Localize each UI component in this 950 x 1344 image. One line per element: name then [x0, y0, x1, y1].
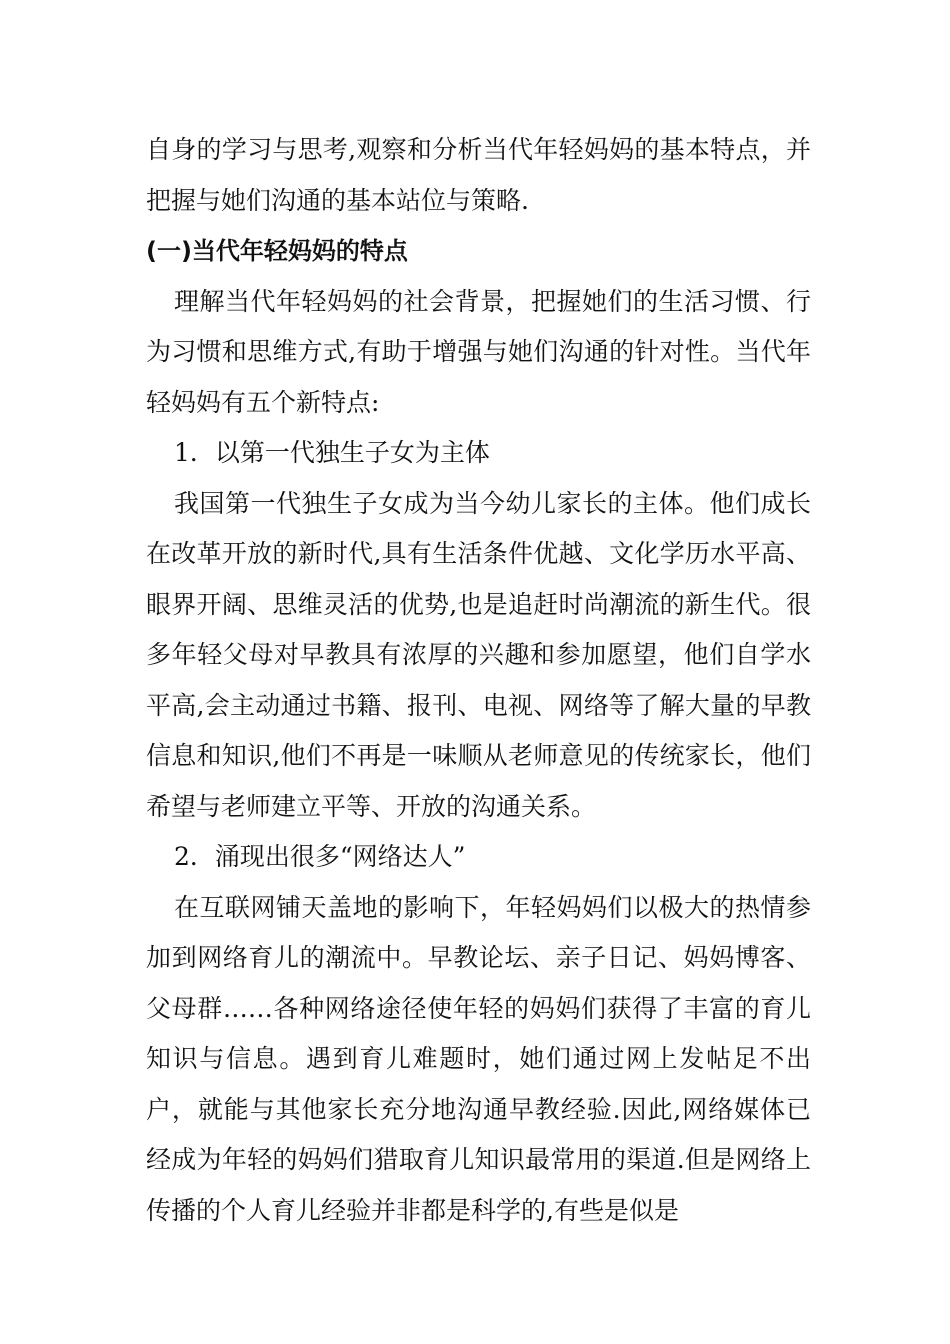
- paragraph-background: 理解当代年轻妈妈的社会背景，把握她们的生活习惯、行为习惯和思维方式,有助于增强与她们沟通的针对性。当代年轻妈妈有五个新特点:: [146, 286, 811, 417]
- list-item-2-title: 2．涌现出很多“网络达人”: [174, 842, 466, 871]
- paragraph-only-children: 我国第一代独生子女成为当今幼儿家长的主体。他们成长在改革开放的新时代,具有生活条件优越、文化学历水平高、眼界开阔、思维灵活的优势,也是追赶时尚潮流的新生代。很多年轻父母对早教具有浓厚的兴趣和参加愿望，他们自学水平高,会主动通过书籍、报刊、电视、网络等了解大量的早教信息和知识,他们不再是一味顺从老师意见的传统家长，他们希望与老师建立平等、开放的沟通关系。: [146, 488, 811, 821]
- paragraph-intro: 自身的学习与思考,观察和分析当代年轻妈妈的基本特点，并把握与她们沟通的基本站位与策略.: [146, 135, 811, 215]
- section-heading: (一)当代年轻妈妈的特点: [146, 237, 408, 265]
- document-body: [146, 125, 811, 1236]
- paragraph-internet: 在互联网铺天盖地的影响下，年轻妈妈们以极大的热情参加到网络育儿的潮流中。早教论坛、亲子日记、妈妈博客、父母群……各种网络途径使年轻的妈妈们获得了丰富的育儿知识与信息。遇到育儿难题时，她们通过网上发帖足不出户，就能与其他家长充分地沟通早教经验.因此,网络媒体已经成为年轻的妈妈们猎取育儿知识最常用的渠道.但是网络上传播的个人育儿经验并非都是科学的,有些是似是: [146, 892, 811, 1225]
- list-item-1-title: 1．以第一代独生子女为主体: [174, 438, 490, 467]
